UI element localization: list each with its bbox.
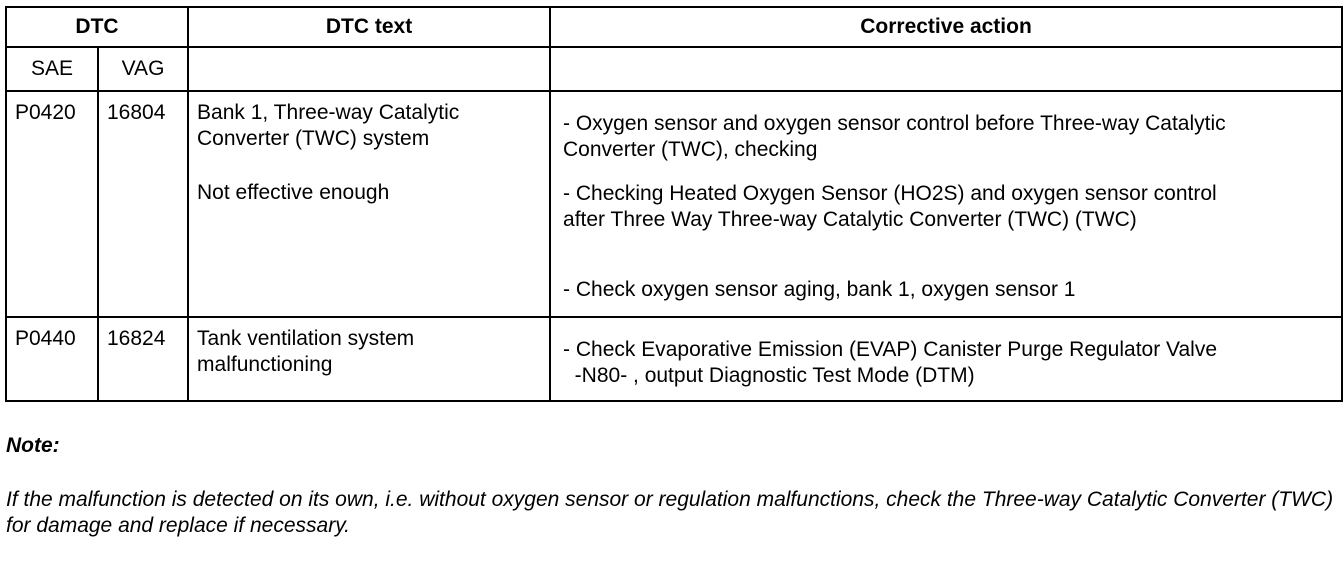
action-line: -N80- , output Diagnostic Test Mode (DTM) xyxy=(563,364,975,387)
dtc-text-line: malfunctioning xyxy=(197,353,333,376)
header-dtc-text: DTC text xyxy=(188,7,550,47)
vag-code: 16824 xyxy=(107,327,166,350)
dtc-table xyxy=(5,6,1343,402)
sae-code-cell xyxy=(6,317,98,401)
dtc-text-cell xyxy=(188,317,550,401)
header-corrective-action: Corrective action xyxy=(550,7,1342,47)
subheader-empty-text xyxy=(188,47,550,91)
dtc-text-line: Bank 1, Three-way Catalytic xyxy=(197,101,460,124)
action-line: - Check Evaporative Emission (EVAP) Canister Purge Regulator Valve xyxy=(563,338,1218,361)
dtc-text-line: Converter (TWC) system xyxy=(197,127,430,150)
action-line: - Oxygen sensor and oxygen sensor control before Three-way Catalytic xyxy=(563,112,1226,135)
subheader-row xyxy=(6,47,1342,91)
action-line: after Three Way Three-way Catalytic Converter (TWC) (TWC) xyxy=(563,208,1137,231)
vag-code-cell xyxy=(98,317,188,401)
sae-code-cell xyxy=(6,91,98,317)
header-sae: SAE xyxy=(6,47,98,91)
dtc-text-line: Tank ventilation system xyxy=(197,327,415,350)
header-row xyxy=(6,7,1342,47)
header-vag: VAG xyxy=(98,47,188,91)
action-line: Converter (TWC), checking xyxy=(563,138,818,161)
sae-code: P0420 xyxy=(15,101,76,124)
action-line: - Check oxygen sensor aging, bank 1, oxygen sensor 1 xyxy=(563,278,1076,301)
note-text: If the malfunction is detected on its own, i.e. without oxygen sensor or regulation malfunctions, check the Three-way Catalytic Converter (TWC) for damage and replace if necessary. xyxy=(6,488,1334,537)
dtc-text-cell xyxy=(188,91,550,317)
vag-code-cell xyxy=(98,91,188,317)
table-row xyxy=(6,317,1342,401)
table-row xyxy=(6,91,1342,317)
note-title: Note: xyxy=(6,434,60,457)
corrective-action-cell xyxy=(550,317,1342,401)
dtc-text-extra: Not effective enough xyxy=(197,181,390,204)
vag-code: 16804 xyxy=(107,101,166,124)
header-dtc: DTC xyxy=(6,7,188,47)
action-line: - Checking Heated Oxygen Sensor (HO2S) and oxygen sensor control xyxy=(563,182,1217,205)
corrective-action-cell xyxy=(550,91,1342,317)
subheader-empty-action xyxy=(550,47,1342,91)
sae-code: P0440 xyxy=(15,327,76,350)
